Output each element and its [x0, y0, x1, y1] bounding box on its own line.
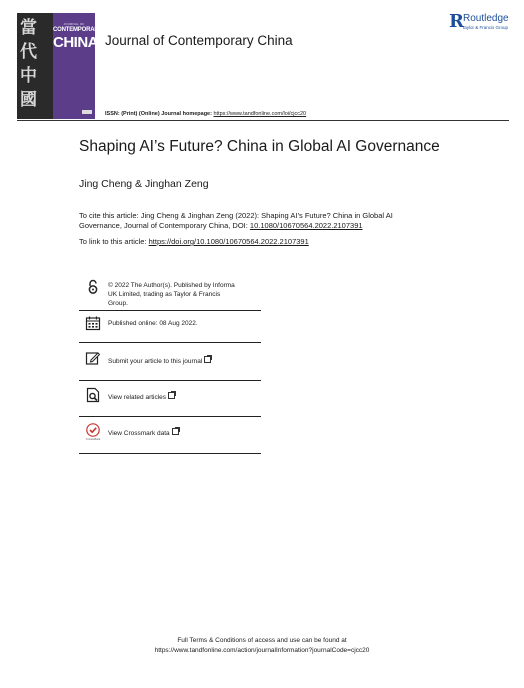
submit-article-label[interactable]: Submit your article to this journal — [108, 358, 203, 365]
link-label: To link to this article: — [79, 237, 149, 246]
open-access-row — [79, 279, 261, 309]
footer — [0, 636, 524, 656]
article-doi-url-link[interactable]: https://doi.org/10.1080/10670564.2022.2107391 — [148, 237, 309, 246]
footer-terms-link[interactable]: https://www.tandfonline.com/action/journalInformation?journalCode=cjcc20 — [154, 647, 370, 654]
footer-line-1: Full Terms & Conditions of access and use can be found at — [177, 637, 347, 644]
divider — [79, 342, 261, 343]
crossmark-label[interactable]: View Crossmark data — [108, 430, 170, 437]
edit-pencil-icon — [85, 350, 101, 366]
crossmark-row[interactable] — [79, 423, 261, 445]
journal-title: Journal of Contemporary China — [105, 33, 293, 48]
submit-article-row[interactable] — [79, 350, 261, 370]
divider — [79, 380, 261, 381]
header-divider — [17, 120, 509, 121]
article-title: Shaping AI’s Future? China in Global AI Governance — [79, 138, 440, 155]
external-link-icon — [168, 392, 175, 399]
divider — [79, 416, 261, 417]
divider — [79, 310, 261, 311]
divider — [79, 453, 261, 454]
crossmark-icon — [85, 423, 101, 441]
calendar-icon — [85, 315, 101, 331]
open-access-lock-icon — [85, 279, 101, 295]
routledge-r-icon: R — [449, 11, 464, 32]
cover-china: CHINA — [53, 34, 98, 51]
journal-homepage-link[interactable]: https://www.tandfonline.com/loi/cjcc20 — [213, 111, 307, 117]
document-search-icon — [85, 387, 101, 403]
external-link-icon — [204, 356, 211, 363]
issn-label: ISSN: (Print) (Online) Journal homepage: — [105, 111, 212, 117]
published-online-text: Published online: 08 Aug 2022. — [108, 320, 198, 327]
open-access-text — [108, 281, 235, 308]
publisher-name: Routledge — [463, 13, 509, 24]
article-link-line — [79, 237, 309, 247]
external-link-icon — [172, 428, 179, 435]
cover-title-strip — [53, 13, 103, 119]
related-articles-label[interactable]: View related articles — [108, 394, 167, 401]
publisher-sub: Taylor & Francis Group — [462, 25, 509, 30]
citation-block — [79, 211, 459, 231]
cover-contemporary: CONTEMPORARY — [53, 27, 103, 33]
issn-line — [105, 111, 306, 117]
journal-cover-image — [17, 13, 103, 119]
cover-small-label: JOURNAL OF — [63, 22, 85, 26]
open-access-line-1: © 2022 The Author(s). Published by Informa — [108, 282, 235, 289]
doi-link[interactable]: 10.1080/10670564.2022.2107391 — [249, 221, 363, 230]
related-articles-link[interactable] — [108, 392, 175, 402]
citation-line-1: To cite this article: Jing Cheng & Jinghan Zeng (2022): Shaping AI’s Future? China in Global AI — [79, 211, 393, 220]
open-access-line-3: Group. — [108, 300, 128, 307]
citation-line-2-prefix: Governance, Journal of Contemporary China, DOI: — [79, 221, 250, 230]
related-articles-row[interactable] — [79, 387, 261, 407]
crossmark-icon-label: CrossMark — [85, 437, 101, 441]
cover-chinese-title: 當代中國 — [20, 18, 37, 110]
open-access-line-2: UK Limited, trading as Taylor & Francis — [108, 291, 221, 298]
published-online-row — [79, 315, 261, 335]
crossmark-link[interactable] — [108, 428, 179, 438]
submit-article-link[interactable] — [108, 356, 211, 366]
cover-publisher-logo — [82, 110, 92, 114]
citation-line-2 — [79, 221, 459, 231]
article-authors: Jing Cheng & Jinghan Zeng — [79, 178, 209, 190]
